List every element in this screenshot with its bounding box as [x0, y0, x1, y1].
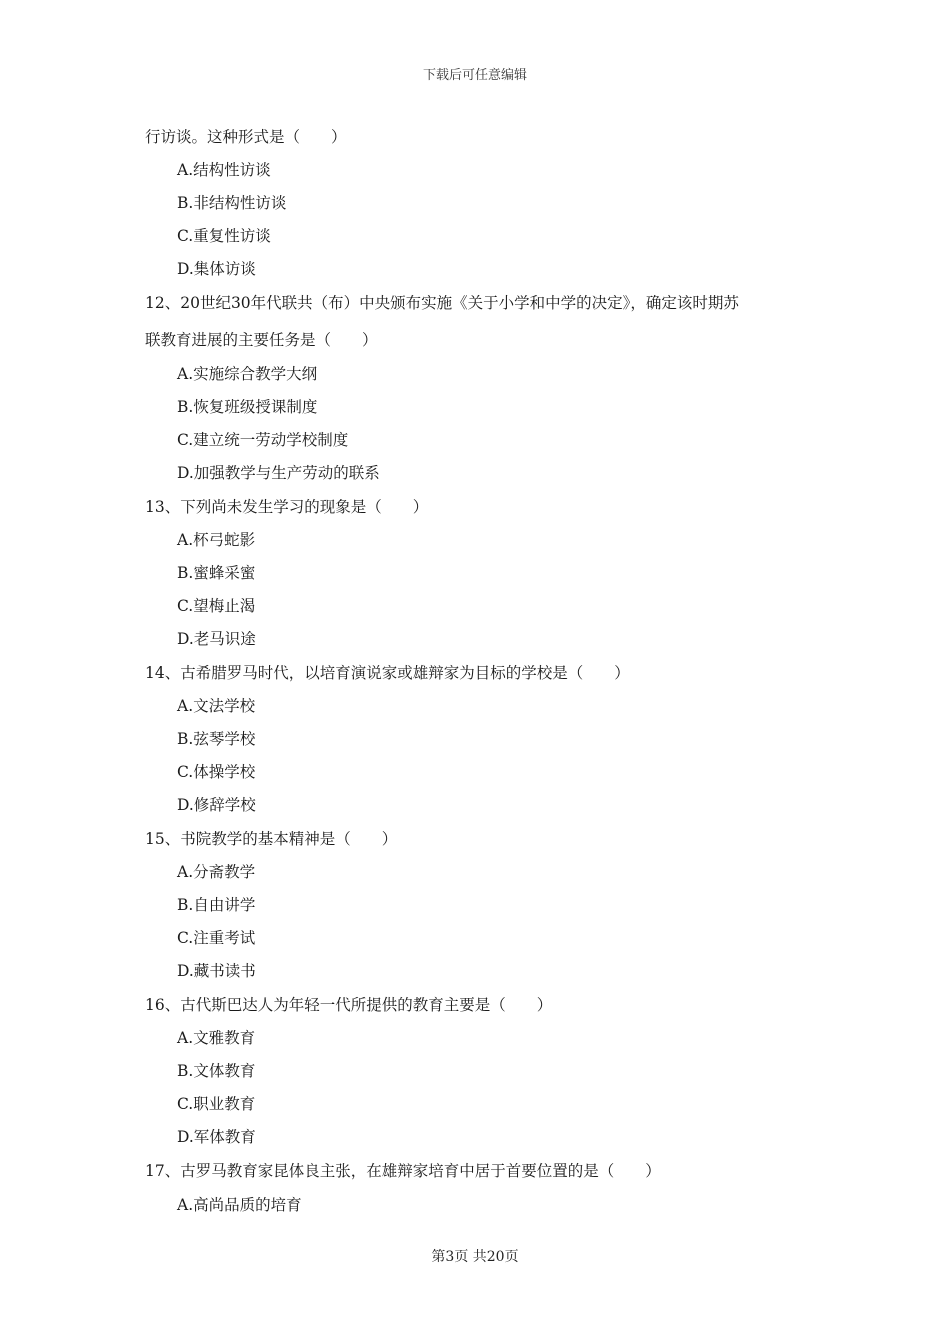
answer-option: D.军体教育: [177, 1128, 256, 1146]
question-12-stem-continued: 联教育进展的主要任务是（ ）: [145, 331, 378, 349]
answer-option: B.蜜蜂采蜜: [177, 564, 256, 582]
answer-option: A.杯弓蛇影: [177, 531, 256, 549]
answer-option: C.体操学校: [177, 763, 256, 781]
question-15-stem: 15、书院教学的基本精神是（ ）: [145, 830, 398, 848]
answer-option: C.重复性访谈: [177, 227, 271, 245]
answer-option: A.实施综合教学大纲: [177, 365, 318, 383]
answer-option: D.加强教学与生产劳动的联系: [177, 464, 380, 482]
answer-option: C.望梅止渴: [177, 597, 256, 615]
answer-option: B.文体教育: [177, 1062, 256, 1080]
answer-option: A.高尚品质的培育: [177, 1196, 302, 1214]
answer-option: B.非结构性访谈: [177, 194, 287, 212]
answer-option: B.自由讲学: [177, 896, 256, 914]
question-12-stem: 12、20世纪30年代联共（布）中央颁布实施《关于小学和中学的决定》，确定该时期苏: [145, 294, 739, 312]
answer-option: C.建立统一劳动学校制度: [177, 431, 349, 449]
answer-option: B.恢复班级授课制度: [177, 398, 318, 416]
page-footer: 第3页 共20页: [431, 1249, 519, 1265]
answer-option: D.集体访谈: [177, 260, 256, 278]
answer-option: A.分斋教学: [177, 863, 256, 881]
answer-option: D.修辞学校: [177, 796, 256, 814]
question-16-stem: 16、古代斯巴达人为年轻一代所提供的教育主要是（ ）: [145, 996, 553, 1014]
answer-option: C.职业教育: [177, 1095, 256, 1113]
answer-option: D.藏书读书: [177, 962, 256, 980]
answer-option: B.弦琴学校: [177, 730, 256, 748]
question-17-stem: 17、古罗马教育家昆体良主张，在雄辩家培育中居于首要位置的是（ ）: [145, 1162, 661, 1180]
question-text-line: 行访谈。这种形式是（ ）: [145, 128, 347, 146]
answer-option: A.结构性访谈: [177, 161, 271, 179]
answer-option: A.文法学校: [177, 697, 256, 715]
question-14-stem: 14、古希腊罗马时代，以培育演说家或雄辩家为目标的学校是（ ）: [145, 664, 630, 682]
answer-option: A.文雅教育: [177, 1029, 256, 1047]
question-13-stem: 13、下列尚未发生学习的现象是（ ）: [145, 498, 429, 516]
page-header: 下载后可任意编辑: [422, 68, 527, 83]
answer-option: C.注重考试: [177, 929, 256, 947]
answer-option: D.老马识途: [177, 630, 256, 648]
